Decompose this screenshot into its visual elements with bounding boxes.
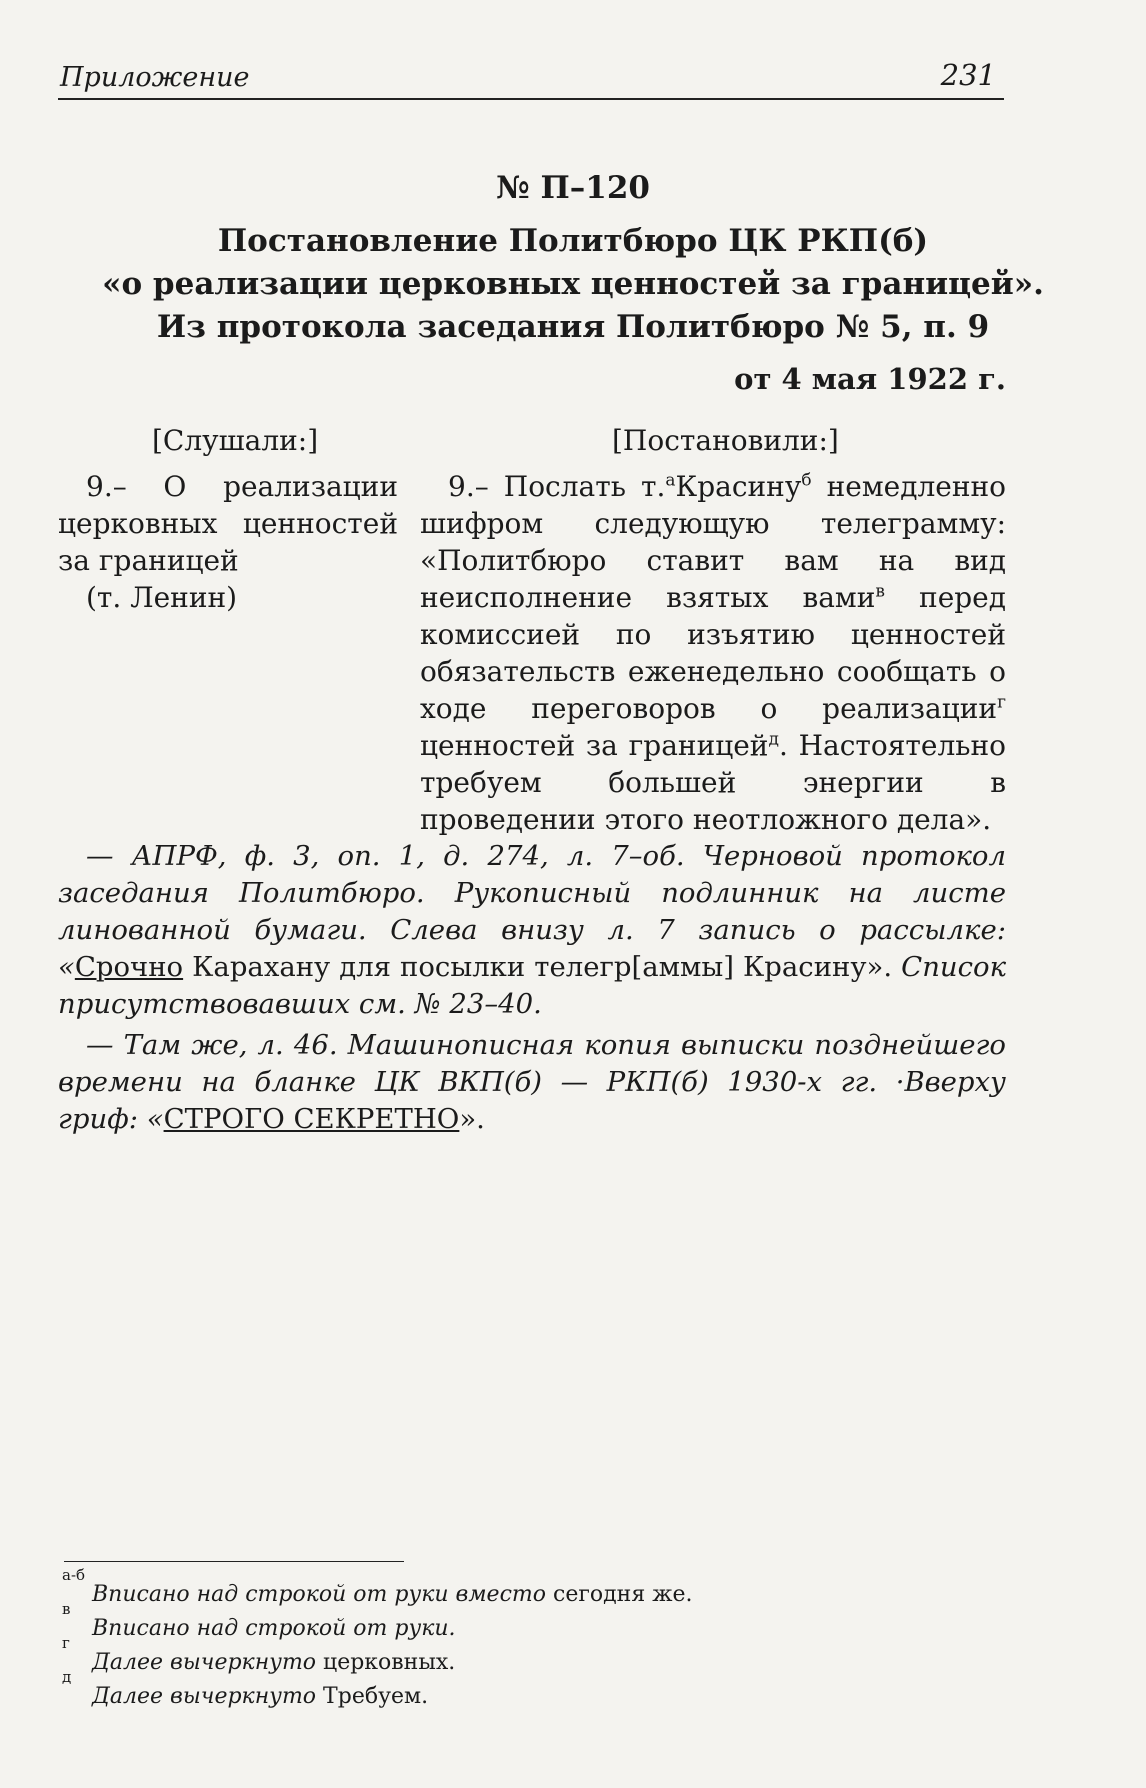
document-title-line-1: Постановление Политбюро ЦК РКП(б) xyxy=(217,223,929,259)
resolved-heading: [Постановили:] xyxy=(612,424,839,457)
footnote-mark-d: д xyxy=(768,729,779,750)
resolution-text: 9.– Послать т.$^а$Красину$^б$ немедленно шифром следующую телеграмму: «Политбюро ставит вам на вид неисполнение взятых вами$^в$ перед комиссией по изъятию ценностей обязательств еженедельно сообщать о ходе переговоров о реализации$^г$ ценностей за границей$^д$. Настоятельно требуем большей энергии в проведении этого неотложного дела». xyxy=(420,470,1007,836)
document-title-line-3: Из протокола заседания Политбюро № 5, п. 9 xyxy=(156,309,990,345)
page-number: 231 xyxy=(940,58,996,92)
footnote: в Вписано над строкой от руки. xyxy=(62,1600,456,1641)
footnote-mark-b: б xyxy=(801,470,812,491)
document-title-line-2: «о реализации церковных ценностей за границей». xyxy=(102,266,1044,302)
footnote-rule xyxy=(64,1561,404,1562)
footnotes xyxy=(62,1566,962,1714)
footnote-mark-a: а xyxy=(665,470,676,491)
footnote: г Далее вычеркнуто церковных. xyxy=(62,1634,456,1675)
resolution-column xyxy=(420,468,1006,838)
heard-column xyxy=(58,468,398,616)
heard-heading: [Слушали:] xyxy=(152,424,319,457)
footnote-mark-v: в xyxy=(875,581,885,602)
footnote: д Далее вычеркнуто Требуем. xyxy=(62,1668,429,1709)
document-number: № П–120 xyxy=(496,170,650,206)
heard-item: 9.– О реализации церковных ценностей за границей xyxy=(58,470,398,577)
heard-speaker: (т. Ленин) xyxy=(86,581,238,614)
footnote: а-б Вписано над строкой от руки вместо сегодня же. xyxy=(62,1566,693,1607)
archive-note-2: — Там же, л. 46. Машинописная копия выписки позднейшего времени на бланке ЦК ВКП(б) — РКП(б) 1930-х гг. ·Вверху гриф: «СТРОГО СЕКРЕТНО». xyxy=(58,1029,1006,1135)
running-title: Приложение xyxy=(60,62,250,93)
running-header xyxy=(58,58,1004,100)
document-date: от 4 мая 1922 г. xyxy=(734,362,1006,396)
archive-note-1: — АПРФ, ф. 3, оп. 1, д. 274, л. 7–об. Черновой протокол заседания Политбюро. Рукописный подлинник на листе линованной бумаги. Слева внизу л. 7 запись о рассылке: «Срочно Карахану для посылки телегр[аммы] Красину». Список присутствовавших см. № 23–40. xyxy=(58,840,1006,1020)
footnote-mark-g: г xyxy=(997,692,1006,713)
